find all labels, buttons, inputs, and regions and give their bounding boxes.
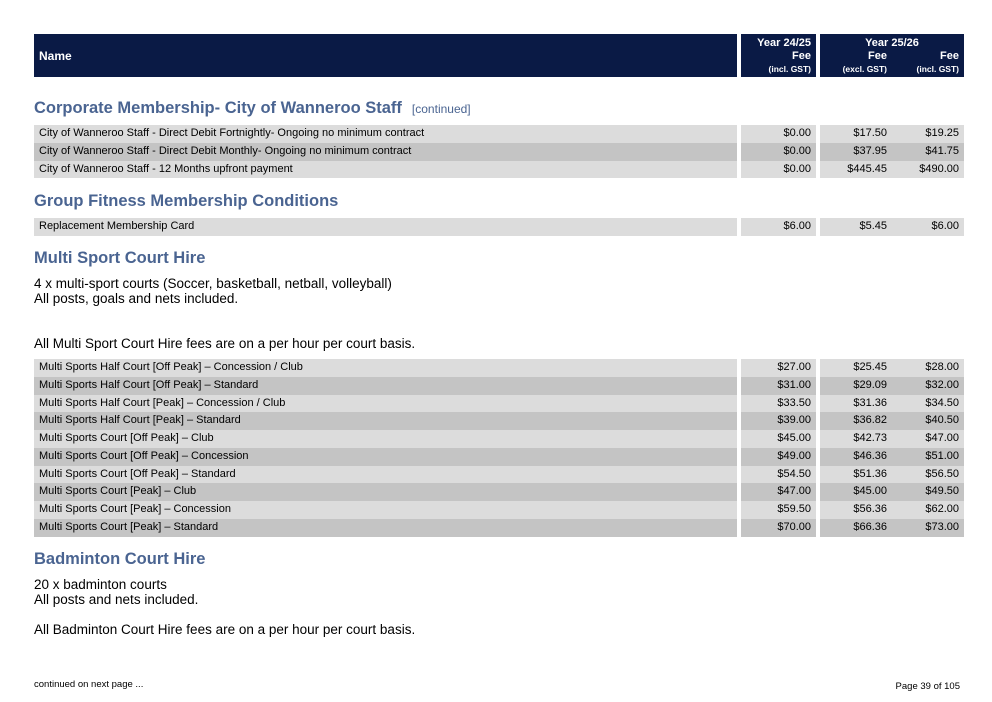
fee-item-name: Replacement Membership Card xyxy=(34,218,737,236)
header-year1-label: Year 24/25 xyxy=(757,37,811,49)
fee-item-name: City of Wanneroo Staff - Direct Debit Monthly- Ongoing no minimum contract xyxy=(34,143,737,161)
header-year1-sub: (incl. GST) xyxy=(768,64,811,74)
fee-year2-incl: $47.00 xyxy=(892,430,964,448)
fee-item-name: Multi Sports Court [Off Peak] – Standard xyxy=(34,466,737,484)
fee-year1-incl: $70.00 xyxy=(741,519,816,537)
fee-year2-excl: $66.36 xyxy=(820,519,892,537)
header-year2-fee-incl: Fee xyxy=(940,50,959,62)
fee-item-name: Multi Sports Court [Off Peak] – Concession xyxy=(34,448,737,466)
fee-year1-incl: $0.00 xyxy=(741,161,816,179)
table-row xyxy=(34,377,960,395)
fee-year2-excl: $17.50 xyxy=(820,125,892,143)
fee-year2-incl: $490.00 xyxy=(892,161,964,179)
table-row xyxy=(34,519,960,537)
table-row xyxy=(34,430,960,448)
fee-year2-incl: $19.25 xyxy=(892,125,964,143)
header-year1 xyxy=(741,34,816,77)
fee-year2-incl: $41.75 xyxy=(892,143,964,161)
footer-continued: continued on next page ... xyxy=(34,679,144,690)
fee-item-name: Multi Sports Half Court [Peak] – Concession / Club xyxy=(34,395,737,413)
badminton-line1: 20 x badminton courts xyxy=(34,577,167,592)
header-name: Name xyxy=(34,34,737,77)
table-row xyxy=(34,501,960,519)
table-row xyxy=(34,143,960,161)
fee-year1-incl: $0.00 xyxy=(741,125,816,143)
fee-year2-excl: $46.36 xyxy=(820,448,892,466)
fee-year2-excl: $31.36 xyxy=(820,395,892,413)
header-year1-fee: Fee xyxy=(792,50,811,62)
multi-sport-line3: All Multi Sport Court Hire fees are on a per hour per court basis. xyxy=(34,336,416,351)
multi-sport-line1: 4 x multi-sport courts (Soccer, basketball, netball, volleyball) xyxy=(34,276,392,291)
fee-item-name: Multi Sports Half Court [Off Peak] – Concession / Club xyxy=(34,359,737,377)
header-year2 xyxy=(820,34,964,77)
fee-item-name: Multi Sports Court [Peak] – Club xyxy=(34,483,737,501)
fee-item-name: Multi Sports Half Court [Off Peak] – Standard xyxy=(34,377,737,395)
header-year2-sub-incl: (incl. GST) xyxy=(916,64,959,74)
table-row xyxy=(34,218,960,236)
table-header xyxy=(34,34,960,77)
table-row xyxy=(34,161,960,179)
multi-sport-line2: All posts, goals and nets included. xyxy=(34,291,239,306)
fee-year1-incl: $6.00 xyxy=(741,218,816,236)
fee-year1-incl: $59.50 xyxy=(741,501,816,519)
fee-year2-excl: $45.00 xyxy=(820,483,892,501)
fee-year2-incl: $62.00 xyxy=(892,501,964,519)
fee-year1-incl: $31.00 xyxy=(741,377,816,395)
fee-year1-incl: $47.00 xyxy=(741,483,816,501)
fee-item-name: Multi Sports Court [Peak] – Standard xyxy=(34,519,737,537)
section-title-multi-sport: Multi Sport Court Hire xyxy=(34,249,206,267)
fee-year1-incl: $33.50 xyxy=(741,395,816,413)
fee-year1-incl: $49.00 xyxy=(741,448,816,466)
fee-year2-excl: $36.82 xyxy=(820,412,892,430)
fee-year2-incl: $73.00 xyxy=(892,519,964,537)
fee-year2-incl: $51.00 xyxy=(892,448,964,466)
badminton-line3: All Badminton Court Hire fees are on a per hour per court basis. xyxy=(34,622,416,637)
badminton-line2: All posts and nets included. xyxy=(34,592,199,607)
header-year2-fee-excl: Fee xyxy=(868,50,887,62)
fee-year1-incl: $0.00 xyxy=(741,143,816,161)
table-row xyxy=(34,359,960,377)
fee-year2-incl: $49.50 xyxy=(892,483,964,501)
fee-year1-incl: $45.00 xyxy=(741,430,816,448)
fee-year2-incl: $28.00 xyxy=(892,359,964,377)
fee-year2-excl: $29.09 xyxy=(820,377,892,395)
continued-label: [continued] xyxy=(411,102,471,116)
fee-year2-excl: $37.95 xyxy=(820,143,892,161)
table-row xyxy=(34,395,960,413)
fee-item-name: City of Wanneroo Staff - Direct Debit Fortnightly- Ongoing no minimum contract xyxy=(34,125,737,143)
group-fitness-table xyxy=(34,218,960,236)
table-row xyxy=(34,448,960,466)
fee-year2-excl: $51.36 xyxy=(820,466,892,484)
fee-item-name: Multi Sports Court [Off Peak] – Club xyxy=(34,430,737,448)
fee-year2-excl: $25.45 xyxy=(820,359,892,377)
fee-item-name: Multi Sports Half Court [Peak] – Standard xyxy=(34,412,737,430)
header-year2-sub-excl: (excl. GST) xyxy=(842,64,887,74)
fee-year1-incl: $39.00 xyxy=(741,412,816,430)
table-row xyxy=(34,412,960,430)
fee-year2-incl: $34.50 xyxy=(892,395,964,413)
fee-year1-incl: $54.50 xyxy=(741,466,816,484)
fee-year2-excl: $56.36 xyxy=(820,501,892,519)
fee-year2-excl: $445.45 xyxy=(820,161,892,179)
table-row xyxy=(34,125,960,143)
fee-year2-incl: $40.50 xyxy=(892,412,964,430)
section-title-group-fitness: Group Fitness Membership Conditions xyxy=(34,192,339,210)
fee-year2-excl: $42.73 xyxy=(820,430,892,448)
fee-year1-incl: $27.00 xyxy=(741,359,816,377)
fee-year2-incl: $6.00 xyxy=(892,218,964,236)
footer-page-number: Page 39 of 105 xyxy=(895,681,960,692)
section-title-corporate: Corporate Membership- City of Wanneroo Staff [continued] xyxy=(34,99,471,117)
header-year2-label: Year 25/26 xyxy=(865,37,919,49)
corporate-table xyxy=(34,125,960,178)
fee-item-name: Multi Sports Court [Peak] – Concession xyxy=(34,501,737,519)
multi-sport-table xyxy=(34,359,960,537)
fee-year2-excl: $5.45 xyxy=(820,218,892,236)
fee-year2-incl: $32.00 xyxy=(892,377,964,395)
table-row xyxy=(34,466,960,484)
section-title-badminton: Badminton Court Hire xyxy=(34,550,206,568)
table-row xyxy=(34,483,960,501)
fee-item-name: City of Wanneroo Staff - 12 Months upfront payment xyxy=(34,161,737,179)
fee-schedule-page xyxy=(34,34,960,637)
fee-year2-incl: $56.50 xyxy=(892,466,964,484)
